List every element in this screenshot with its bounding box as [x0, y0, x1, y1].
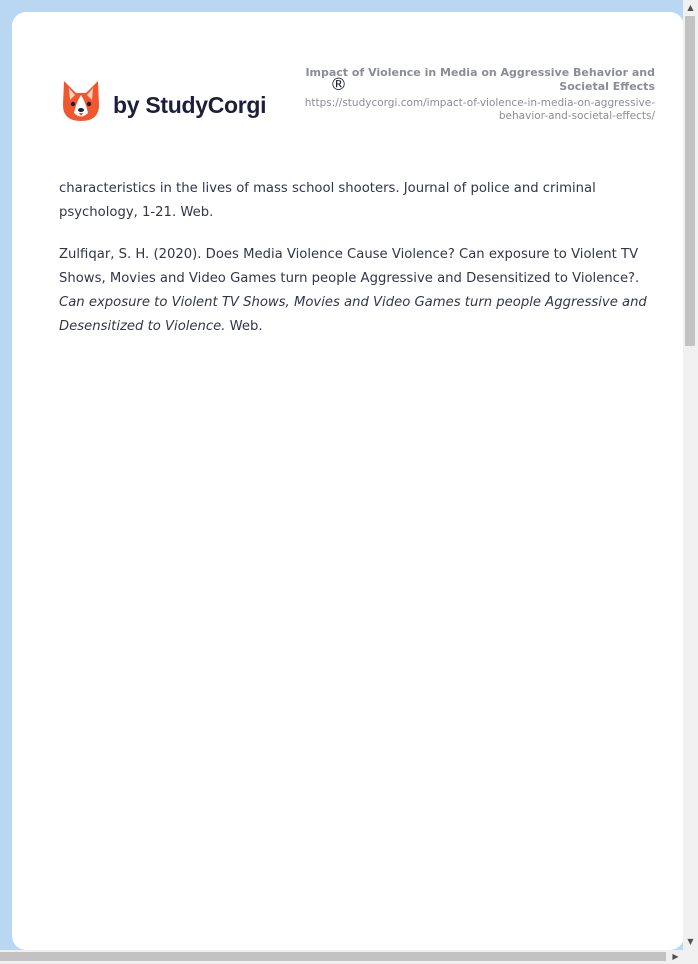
scroll-down-icon[interactable]: ▼ [687, 937, 694, 946]
scroll-right-icon[interactable]: ▶ [672, 952, 679, 961]
corgi-icon [61, 79, 101, 123]
reference-italic-title: Can exposure to Violent TV Shows, Movies and Video Games turn people Aggressive and Desensitized to Violence. [59, 295, 647, 334]
references-list [59, 177, 653, 357]
document-title: Impact of Violence in Media on Aggressive Behavior and Societal Effects [305, 66, 655, 93]
vertical-scrollbar[interactable] [683, 0, 698, 950]
scroll-up-icon[interactable]: ▲ [687, 3, 694, 12]
reference-text: Zulfiqar, S. H. (2020). Does Media Violence Cause Violence? Can exposure to Violent TV Shows, Movies and Video Games turn people Aggressive and Desensitized to Violence?. [59, 247, 640, 286]
horizontal-scrollbar[interactable] [0, 950, 698, 964]
horizontal-scroll-thumb[interactable] [0, 952, 666, 961]
document-page [12, 12, 684, 950]
registered-mark: ® [330, 75, 347, 95]
studycorgi-logo[interactable] [61, 75, 347, 126]
reference-item [59, 177, 653, 225]
document-url[interactable]: https://studycorgi.com/impact-of-violence-in-media-on-aggressive-behavior-and-societal-effects/ [304, 97, 655, 122]
reference-text: characteristics in the lives of mass school shooters. Journal of police and criminal psychology, 1-21. Web. [59, 181, 596, 220]
reference-item [59, 243, 653, 339]
vertical-scroll-thumb[interactable] [685, 16, 695, 346]
reference-suffix: Web. [225, 319, 263, 334]
brand-name: by StudyCorgi [113, 91, 267, 118]
document-header [295, 66, 655, 123]
